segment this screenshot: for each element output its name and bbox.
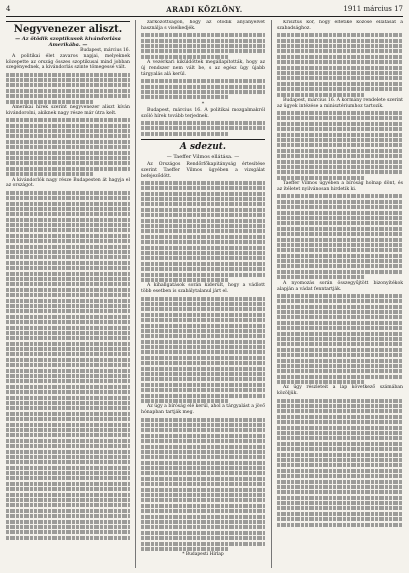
article-paragraph: Budapest, március 16. A kormány rendelete szerint az ügyek intézése a minisztériumhoz tartozik.	[277, 97, 403, 109]
text-line	[6, 423, 130, 427]
text-line	[277, 227, 403, 231]
text-line	[141, 267, 265, 271]
text-line	[6, 417, 130, 421]
text-line	[6, 450, 130, 454]
text-line	[141, 186, 265, 190]
text-line	[141, 461, 265, 465]
text-line	[6, 94, 130, 98]
text-line	[6, 352, 130, 356]
text-line	[277, 294, 403, 298]
text-line	[141, 525, 265, 529]
text-line	[141, 399, 228, 403]
text-line	[6, 167, 130, 171]
text-line	[141, 350, 265, 354]
text-line	[6, 124, 130, 128]
text-line	[6, 239, 130, 243]
page-number: 4	[6, 5, 11, 13]
text-line	[6, 234, 130, 238]
text-line	[6, 460, 130, 464]
text-line	[141, 95, 228, 99]
text-line	[141, 39, 265, 43]
article-paragraph: Az ügy a bíróság elé kerül, ahol a tárgyalást a jövő hónapban tartják meg.	[141, 404, 265, 416]
text-line	[277, 359, 403, 363]
text-line	[141, 318, 265, 322]
text-line	[141, 542, 265, 546]
text-line	[6, 223, 130, 227]
text-line	[141, 531, 265, 535]
text-line	[6, 191, 130, 195]
text-line	[6, 299, 130, 303]
text-line	[6, 509, 130, 513]
text-line	[277, 409, 403, 413]
text-line	[141, 455, 265, 459]
text-line	[277, 436, 403, 440]
text-line	[141, 466, 265, 470]
text-line	[141, 55, 228, 59]
text-line	[141, 434, 265, 438]
article-paragraph: A nyomozás során összegyűjtött bizonyítékok alapján a vádat fenntartják.	[277, 280, 403, 292]
text-line	[6, 498, 130, 502]
text-line	[277, 60, 403, 64]
text-line	[6, 363, 130, 367]
text-line	[6, 390, 130, 394]
separator-star: *	[201, 100, 205, 107]
text-line	[6, 320, 130, 324]
text-line	[6, 250, 130, 254]
text-line	[141, 477, 265, 481]
text-line	[277, 254, 403, 258]
text-line	[277, 160, 403, 164]
text-line	[141, 361, 265, 365]
text-line	[141, 313, 265, 317]
text-line	[277, 326, 403, 330]
text-line	[6, 326, 130, 330]
text-line	[277, 453, 403, 457]
text-line	[141, 471, 265, 475]
text-line	[6, 476, 130, 480]
text-line	[141, 509, 265, 513]
text-line	[141, 256, 265, 260]
text-line	[141, 418, 265, 422]
article-signature: * Budapesti Hírlap	[182, 552, 224, 558]
text-line	[277, 93, 365, 97]
column-divider	[135, 20, 136, 568]
text-line	[6, 406, 130, 410]
text-line	[6, 134, 130, 138]
article-paragraph: Amerikai hírek szerint negyvenezer aliszt kíván kivándorolni, akiknek nagy része már útra kelt.	[6, 105, 130, 116]
text-line	[141, 324, 265, 328]
text-line	[141, 520, 265, 524]
text-line	[277, 501, 403, 505]
article-paragraph: Taeffer Vilmos ügyében a bíróság holnap dönt, és az ítéletet nyilvánosan hirdetik ki.	[277, 181, 403, 193]
text-line	[141, 235, 265, 239]
article-subheadline: — Az ötödik szoptikusok kivándorlása Amerikába. —	[15, 36, 121, 48]
text-line	[6, 433, 130, 437]
text-line	[141, 246, 265, 250]
section-title: A sdezut.	[141, 139, 265, 153]
text-line	[277, 364, 403, 368]
text-line	[141, 297, 265, 301]
column-divider	[271, 20, 272, 568]
text-line	[6, 358, 130, 362]
text-line	[6, 482, 130, 486]
text-line	[277, 512, 403, 516]
text-line	[6, 315, 130, 319]
text-line	[6, 444, 130, 448]
text-line	[277, 205, 403, 209]
text-line	[6, 471, 130, 475]
text-line	[6, 261, 130, 265]
text-line	[277, 321, 403, 325]
text-line	[141, 536, 265, 540]
text-line	[6, 525, 130, 529]
text-line	[277, 133, 403, 137]
text-line	[6, 196, 130, 200]
text-line	[277, 332, 403, 336]
newspaper-title: ARADI KÖZLÖNY.	[166, 5, 243, 14]
article-paragraph: Az Országos Rendőrfőkapitányság értesítése szerint Taeffer Vilmos ügyében a vizsgálat befejeződött.	[141, 161, 265, 179]
text-line	[6, 487, 130, 491]
text-line	[141, 488, 265, 492]
text-line	[141, 33, 265, 37]
text-line	[6, 100, 93, 104]
text-line	[141, 213, 265, 217]
text-line	[277, 474, 403, 478]
text-line	[6, 520, 130, 524]
text-line	[277, 469, 403, 473]
text-line	[141, 493, 265, 497]
text-line	[277, 463, 403, 467]
text-line	[6, 412, 130, 416]
text-line	[277, 348, 403, 352]
article-paragraph: Budapest, március 16. A politikai mozgalmakról szóló hírek tovább terjednek.	[141, 107, 265, 119]
text-line	[6, 202, 130, 206]
text-line	[141, 278, 228, 282]
text-line	[141, 482, 265, 486]
text-line	[6, 379, 130, 383]
text-line	[141, 547, 228, 551]
text-line	[6, 118, 130, 122]
text-line	[277, 315, 403, 319]
text-line	[277, 216, 403, 220]
text-line	[141, 208, 265, 212]
text-line	[6, 145, 130, 149]
text-line	[277, 415, 403, 419]
text-line	[277, 310, 403, 314]
text-line	[277, 82, 403, 86]
text-line	[141, 251, 265, 255]
text-line	[277, 248, 403, 252]
text-line	[6, 156, 130, 160]
text-line	[6, 374, 130, 378]
text-line	[277, 170, 403, 174]
text-line	[141, 85, 265, 89]
text-line	[277, 305, 403, 309]
text-line	[277, 116, 403, 120]
text-line	[277, 200, 403, 204]
text-line	[6, 89, 130, 93]
text-line	[277, 165, 403, 169]
text-line	[6, 309, 130, 313]
text-line	[277, 480, 403, 484]
section-byline: — Taeffer Vilmos ellátása. —	[166, 153, 240, 160]
text-line	[141, 79, 265, 83]
text-line	[6, 228, 130, 232]
text-line	[6, 428, 130, 432]
text-line	[277, 353, 403, 357]
text-line	[6, 455, 130, 459]
text-line	[277, 299, 403, 303]
text-line	[6, 218, 130, 222]
article-paragraph: zárkózottságon, hogy az ötödik anyanyelvet használja s viselkedjék.	[141, 20, 265, 31]
text-line	[141, 498, 265, 502]
text-line	[141, 394, 265, 398]
text-line	[277, 275, 365, 279]
text-line	[277, 380, 365, 384]
text-line	[141, 372, 265, 376]
text-line	[6, 245, 130, 249]
text-line	[6, 369, 130, 373]
masthead	[6, 4, 403, 17]
article-paragraph: A vezérkari kiküldöttek megállapították, hogy az új rendszer nem vált be, s az egész ügy újabb tárgyalás alá kerül.	[141, 60, 265, 77]
text-line	[141, 192, 265, 196]
text-line	[141, 44, 265, 48]
text-line	[141, 262, 265, 266]
column-middle	[141, 20, 265, 568]
text-line	[6, 439, 130, 443]
text-line	[6, 514, 130, 518]
text-line	[277, 337, 403, 341]
text-line	[141, 450, 265, 454]
text-line	[141, 356, 265, 360]
text-line	[6, 129, 130, 133]
text-line	[141, 504, 265, 508]
text-line	[6, 140, 130, 144]
text-line	[141, 229, 265, 233]
text-line	[6, 493, 130, 497]
text-line	[141, 334, 265, 338]
text-line	[277, 232, 403, 236]
article-paragraph: A kihallgatások során kiderült, hogy a vádlott több esetben is szabálytalanul járt el.	[141, 283, 265, 295]
text-line	[141, 515, 265, 519]
text-line	[6, 207, 130, 211]
text-line	[141, 428, 265, 432]
text-line	[141, 202, 265, 206]
text-line	[277, 506, 403, 510]
text-line	[277, 442, 403, 446]
text-line	[6, 272, 130, 276]
text-line	[6, 266, 130, 270]
text-line	[277, 485, 403, 489]
text-line	[141, 423, 265, 427]
text-line	[277, 259, 403, 263]
text-line	[277, 517, 403, 521]
text-line	[6, 304, 130, 308]
text-line	[277, 149, 403, 153]
text-line	[141, 219, 265, 223]
text-line	[141, 439, 265, 443]
text-line	[6, 288, 130, 292]
text-line	[6, 342, 130, 346]
text-line	[141, 197, 265, 201]
text-line	[6, 401, 130, 405]
text-line	[277, 523, 403, 527]
text-line	[277, 270, 403, 274]
text-line	[277, 66, 403, 70]
article-dateline: Budapest, március 16.	[80, 48, 130, 53]
text-line	[6, 277, 130, 281]
text-line	[277, 426, 403, 430]
text-line	[277, 154, 403, 158]
text-line	[277, 238, 403, 242]
article-paragraph: Krisztus kőr, hogy éltetike közöse ellátását a szabadsághoz.	[277, 20, 403, 31]
text-line	[141, 273, 265, 277]
article-paragraph: Az ügy részleteit a lap következő számában közöljük.	[277, 385, 403, 397]
text-line	[277, 39, 403, 43]
text-line	[141, 126, 265, 130]
article-paragraph: A kivándorlók nagy része Budapesten át hagyja el az országot.	[6, 177, 130, 189]
text-line	[6, 536, 130, 540]
issue-date: 1911 március 17	[343, 5, 403, 13]
text-line	[277, 55, 403, 59]
text-line	[141, 383, 265, 387]
text-line	[6, 466, 130, 470]
text-line	[141, 302, 265, 306]
text-line	[141, 224, 265, 228]
article-paragraph: A politikai élet zavaros napjai, melyeknek közepette az ország összes szoptikusai mind jobban szegényednek, a kivándorlás szinte tömegessé vált.	[6, 53, 130, 71]
text-line	[277, 122, 403, 126]
text-line	[277, 138, 403, 142]
text-line	[277, 211, 403, 215]
text-line	[277, 127, 403, 131]
text-line	[141, 181, 265, 185]
text-line	[277, 44, 403, 48]
text-line	[277, 87, 403, 91]
text-line	[277, 76, 403, 80]
text-line	[141, 445, 265, 449]
text-line	[277, 404, 403, 408]
text-line	[6, 78, 130, 82]
text-line	[6, 73, 130, 77]
text-line	[277, 111, 403, 115]
text-line	[141, 377, 265, 381]
article-headline: Negyvenezer aliszt.	[6, 21, 130, 35]
text-line	[6, 347, 130, 351]
text-line	[277, 194, 403, 198]
text-line	[6, 331, 130, 335]
text-line	[6, 83, 130, 87]
text-line	[277, 420, 403, 424]
text-line	[141, 340, 265, 344]
text-line	[141, 345, 265, 349]
column-left	[6, 20, 130, 568]
text-line	[277, 176, 365, 180]
text-line	[6, 151, 130, 155]
text-line	[6, 161, 130, 165]
text-line	[277, 71, 403, 75]
text-line	[277, 496, 403, 500]
text-line	[6, 293, 130, 297]
text-line	[141, 121, 265, 125]
text-line	[277, 264, 403, 268]
text-line	[277, 447, 403, 451]
text-line	[6, 336, 130, 340]
text-line	[277, 375, 403, 379]
text-line	[277, 458, 403, 462]
text-line	[277, 399, 403, 403]
text-line	[141, 90, 265, 94]
text-line	[6, 172, 93, 176]
text-line	[141, 367, 265, 371]
text-line	[141, 240, 265, 244]
text-line	[141, 49, 265, 53]
text-line	[277, 33, 403, 37]
text-line	[141, 132, 228, 136]
text-line	[6, 396, 130, 400]
text-line	[277, 490, 403, 494]
text-line	[6, 255, 130, 259]
text-line	[277, 143, 403, 147]
text-line	[141, 307, 265, 311]
text-line	[277, 342, 403, 346]
text-line	[6, 282, 130, 286]
text-line	[6, 212, 130, 216]
text-line	[141, 388, 265, 392]
text-line	[6, 530, 130, 534]
text-line	[6, 385, 130, 389]
text-line	[141, 329, 265, 333]
text-line	[6, 503, 130, 507]
text-line	[277, 221, 403, 225]
text-line	[277, 369, 403, 373]
column-right	[277, 20, 403, 568]
text-line	[277, 243, 403, 247]
text-line	[277, 49, 403, 53]
text-line	[277, 431, 403, 435]
